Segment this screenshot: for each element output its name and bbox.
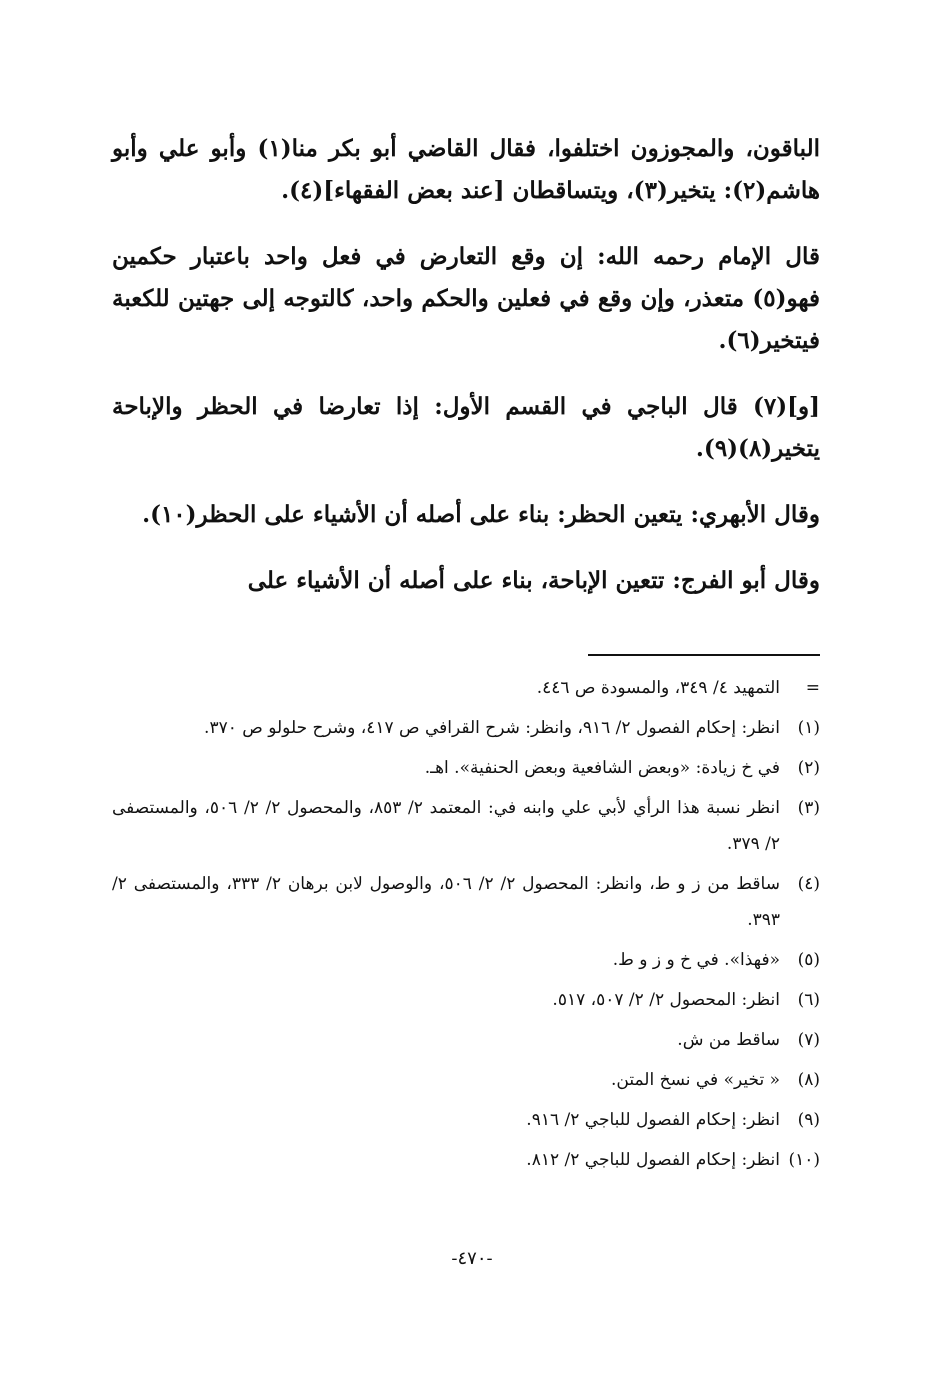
footnote-number: (٩) (797, 1110, 820, 1130)
footnote-text: ساقط من ش. (677, 1030, 780, 1050)
footnote-text: « تخير» في نسخ المتن. (610, 1070, 780, 1090)
footnote-number: (١) (797, 718, 820, 738)
footnote-9 (112, 1102, 820, 1138)
footnote-text: ساقط من ز و ط، وانظر: المحصول ٢/ ٢/ ٥٠٦، والوصول لابن برهان ٢/ ٣٣٣، والمستصفى ٢/ ٣٩٣. (112, 874, 780, 930)
footnote-text: التمهيد ٤/ ٣٤٩، والمسودة ص ٤٤٦. (536, 678, 780, 698)
footnote-5 (112, 942, 820, 978)
footnote-text: انظر: إحكام الفصول للباجي ٢/ ٨١٢. (526, 1150, 780, 1170)
footnote-text: انظر: إحكام الفصول للباجي ٢/ ٩١٦. (526, 1110, 780, 1130)
footnote-number: (٨) (797, 1070, 820, 1090)
footnote-number: (٦) (797, 990, 820, 1010)
footnote-7 (112, 1022, 820, 1058)
footnotes (112, 670, 820, 1182)
footnote-2 (112, 750, 820, 786)
footnote-10 (112, 1142, 820, 1178)
paragraph-3: [و](٧) قال الباجي في القسم الأول: إذا تعارضا في الحظر والإباحة يتخير(٨)(٩). (112, 393, 820, 462)
footnote-number: = (805, 678, 820, 698)
footnote-text: انظر: المحصول ٢/ ٢/ ٥٠٧، ٥١٧. (552, 990, 780, 1010)
paragraph-5: وقال أبو الفرج: تتعين الإباحة، بناء على أصله أن الأشياء على (247, 567, 820, 594)
footnote-number: (١٠) (788, 1150, 820, 1170)
page-number: -٤٧٠- (451, 1248, 493, 1269)
footnote-number: (٢) (797, 758, 820, 778)
footnote-number: (٧) (797, 1030, 820, 1050)
paragraph-4: وقال الأبهري: يتعين الحظر: بناء على أصله أن الأشياء على الحظر(١٠). (142, 501, 820, 528)
footnote-number: (٥) (797, 950, 820, 970)
footnote-number: (٤) (797, 874, 820, 894)
footnote-6 (112, 982, 820, 1018)
main-text (112, 128, 820, 602)
footnote-text: انظر نسبة هذا الرأي لأبي علي وابنه في: المعتمد ٢/ ٨٥٣، والمحصول ٢/ ٢/ ٥٠٦، والمستصفى ٢/ ٣٧٩. (112, 798, 780, 854)
footnote-continuation (112, 670, 820, 706)
footnote-8 (112, 1062, 820, 1098)
footnote-separator (588, 654, 820, 656)
footnote-text: انظر: إحكام الفصول ٢/ ٩١٦، وانظر: شرح القرافي ص ٤١٧، وشرح حلولو ص ٣٧٠. (204, 718, 780, 738)
footnote-3 (112, 790, 820, 862)
footnote-1 (112, 710, 820, 746)
paragraph-1: الباقون، والمجوزون اختلفوا، فقال القاضي أبو بكر منا(١) وأبو علي وأبو هاشم(٢): يتخير(٣)، ويتساقطان [عند بعض الفقهاء](٤). (112, 135, 820, 204)
footnote-4 (112, 866, 820, 938)
footnote-number: (٣) (797, 798, 820, 818)
footnote-text: «فهذا». في خ و ز و ط. (612, 950, 780, 970)
paragraph-2: قال الإمام رحمه الله: إن وقع التعارض في فعل واحد باعتبار حكمين فهو(٥) متعذر، وإن وقع في فعلين والحكم واحد، كالتوجه إلى جهتين للكعبة فيتخير(٦). (112, 243, 820, 354)
footnote-text: في خ زيادة: «وبعض الشافعية وبعض الحنفية». اهـ. (424, 758, 780, 778)
